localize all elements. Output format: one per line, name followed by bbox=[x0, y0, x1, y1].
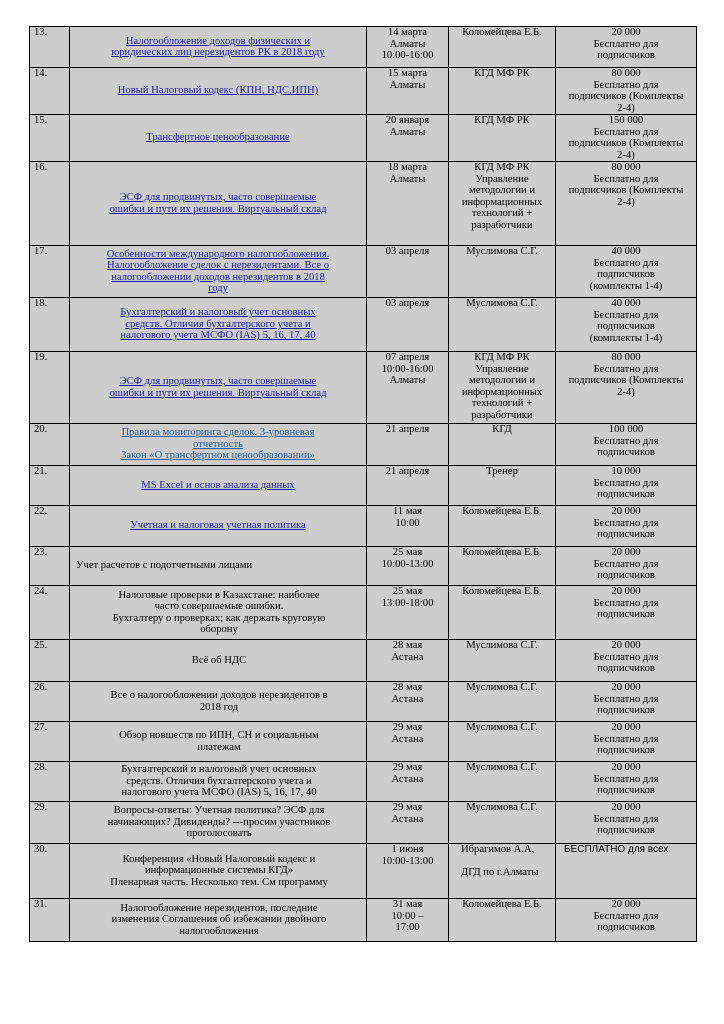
table-row bbox=[30, 115, 697, 162]
date-line: 18 марта bbox=[387, 162, 428, 173]
lecturer-line: КГД МФ РК bbox=[474, 68, 530, 79]
date-line: Алматы bbox=[389, 375, 426, 386]
row-number: 27. bbox=[30, 722, 70, 762]
price-line: подписчиков bbox=[597, 570, 655, 581]
seminar-title-link[interactable] bbox=[70, 506, 367, 547]
date-line: 20 января bbox=[385, 115, 430, 126]
price-line: подписчиков (Комплекты bbox=[568, 91, 684, 102]
seminar-title-line: Бухгалтеру о проверках; как держать круговую bbox=[112, 612, 326, 624]
row-number: 29. bbox=[30, 802, 70, 844]
seminar-link-line[interactable]: Налогообложение доходов физических и bbox=[125, 35, 311, 47]
date-line: 28 мая bbox=[392, 640, 423, 651]
date-line: 10:00 – bbox=[391, 910, 424, 922]
row-number: 21. bbox=[30, 466, 70, 506]
price-line: 2-4) bbox=[617, 149, 635, 161]
price-line: 2-4) bbox=[617, 196, 635, 208]
seminar-title-link[interactable] bbox=[70, 162, 367, 246]
seminar-title bbox=[70, 899, 367, 942]
price-line: 20 000 bbox=[611, 27, 641, 38]
date-line: 31 мая bbox=[392, 899, 423, 910]
seminar-lecturer bbox=[449, 586, 556, 640]
date-line: Алматы bbox=[389, 38, 426, 50]
seminar-title bbox=[70, 844, 367, 899]
seminar-link-line[interactable]: ошибки и пути их решения. Виртуальный склад bbox=[109, 387, 327, 399]
lecturer-line: Коломейцева Е.Б. bbox=[462, 586, 542, 597]
seminar-lecturer bbox=[449, 844, 556, 899]
price-line: 100 000 bbox=[608, 424, 644, 435]
seminar-title-line: начинающих? Дивиденды? ---просим участников bbox=[107, 816, 331, 828]
date-line: Алматы bbox=[389, 79, 426, 91]
seminar-title-link[interactable] bbox=[70, 466, 367, 506]
lecturer-line: Муслимова С.Г. bbox=[466, 802, 538, 813]
lecturer-line: КГД МФ РК bbox=[474, 352, 530, 363]
date-line: 10:00 bbox=[395, 517, 420, 529]
price-line: 80 000 bbox=[611, 162, 641, 173]
row-number: 23. bbox=[30, 547, 70, 586]
seminar-link-line[interactable]: юридических лиц нерезидентов РК в 2018 году bbox=[111, 47, 325, 58]
seminar-date bbox=[367, 682, 449, 722]
date-line: 29 мая bbox=[392, 722, 423, 733]
price-line: Бесплатно для bbox=[593, 173, 659, 185]
date-line: Астана bbox=[391, 733, 424, 745]
price-line: 20 000 bbox=[611, 682, 641, 693]
seminar-title-line: Налоговые проверки в Казахстане: наиболее bbox=[118, 589, 320, 601]
table-row bbox=[30, 298, 697, 352]
lecturer-line: КГД МФ РК bbox=[474, 162, 530, 173]
seminar-title-line: 2018 год bbox=[199, 701, 239, 713]
seminar-link-line[interactable]: средств. Отличия бухгалтерского учета и bbox=[125, 318, 311, 330]
row-number: 31. bbox=[30, 899, 70, 942]
seminar-link-line[interactable]: отчетность bbox=[193, 438, 243, 450]
seminar-price bbox=[556, 68, 697, 115]
lecturer-line: разработчики bbox=[471, 409, 533, 421]
date-line: 10:00-13:00 bbox=[381, 558, 434, 570]
seminar-date bbox=[367, 246, 449, 298]
seminar-title bbox=[70, 682, 367, 722]
lecturer-line: методологии и bbox=[468, 185, 536, 196]
seminar-date bbox=[367, 722, 449, 762]
row-number: 14. bbox=[30, 68, 70, 115]
date-line: 13:00-18:00 bbox=[381, 597, 434, 609]
price-line: подписчиков (Комплекты bbox=[568, 375, 684, 386]
seminar-link-line[interactable]: Учетная и налоговая учетная политика bbox=[130, 520, 306, 532]
date-line: Астана bbox=[391, 693, 424, 705]
table-row bbox=[30, 246, 697, 298]
seminar-title-link[interactable] bbox=[70, 27, 367, 68]
seminar-lecturer bbox=[449, 27, 556, 68]
seminar-price bbox=[556, 844, 697, 899]
table-row bbox=[30, 899, 697, 942]
seminar-price bbox=[556, 899, 697, 942]
price-line: подписчиков bbox=[597, 663, 655, 674]
seminar-schedule-table bbox=[29, 26, 697, 942]
seminar-title-link[interactable] bbox=[70, 298, 367, 352]
seminar-price bbox=[556, 424, 697, 466]
lecturer-line: Коломейцева Е.Б. bbox=[462, 547, 542, 558]
price-line: Бесплатно для bbox=[593, 693, 659, 705]
seminar-title-line: Все о налогообложении доходов нерезидентов в bbox=[110, 690, 328, 701]
seminar-lecturer bbox=[449, 424, 556, 466]
table-row bbox=[30, 640, 697, 682]
date-line: 29 мая bbox=[392, 802, 423, 813]
price-line: 10 000 bbox=[611, 466, 641, 477]
seminar-title-line: Всё об НДС bbox=[191, 654, 247, 666]
table-row bbox=[30, 506, 697, 547]
price-line: подписчиков bbox=[597, 609, 655, 620]
date-line: 10:00-16:00 bbox=[381, 363, 434, 375]
seminar-link-line[interactable]: Правила мониторинга сделок. 3-уровневая bbox=[121, 427, 315, 439]
schedule-rows bbox=[30, 27, 697, 942]
price-line: подписчиков bbox=[597, 489, 655, 500]
seminar-title bbox=[70, 640, 367, 682]
date-line: 15 марта bbox=[387, 68, 428, 79]
row-number: 13. bbox=[30, 27, 70, 68]
seminar-price bbox=[556, 547, 697, 586]
seminar-price bbox=[556, 298, 697, 352]
seminar-link-line[interactable]: Бухгалтерский и налоговый учет основных bbox=[120, 307, 316, 319]
lecturer-line: технологий + bbox=[471, 208, 533, 219]
price-line: Бесплатно для bbox=[593, 477, 659, 489]
price-line: подписчиков bbox=[597, 825, 655, 836]
price-line: 20 000 bbox=[611, 722, 641, 733]
seminar-title-link[interactable] bbox=[70, 68, 367, 115]
price-line: Бесплатно для bbox=[593, 257, 659, 269]
lecturer-line: Муслимова С.Г. bbox=[466, 682, 538, 693]
date-line: Астана bbox=[391, 651, 424, 663]
date-line: 10:00-13:00 bbox=[381, 855, 434, 867]
price-line: подписчиков bbox=[597, 321, 655, 332]
seminar-date bbox=[367, 162, 449, 246]
price-line: БЕСПЛАТНО для всех bbox=[564, 844, 669, 855]
seminar-lecturer bbox=[449, 115, 556, 162]
price-line: подписчиков (Комплекты bbox=[568, 138, 684, 149]
date-line: 29 мая bbox=[392, 762, 423, 773]
seminar-title-line: Учет расчетов с подотчетными лицами bbox=[76, 560, 253, 572]
seminar-price bbox=[556, 762, 697, 802]
seminar-price bbox=[556, 682, 697, 722]
price-line: Бесплатно для bbox=[593, 773, 659, 785]
seminar-date bbox=[367, 298, 449, 352]
seminar-date bbox=[367, 352, 449, 424]
seminar-title-line: налогового учета МСФО (IAS) 5, 16, 17, 40 bbox=[121, 787, 317, 799]
price-line: 20 000 bbox=[611, 762, 641, 773]
lecturer-line: методологии и bbox=[468, 375, 536, 386]
seminar-lecturer bbox=[449, 506, 556, 547]
seminar-price bbox=[556, 162, 697, 246]
seminar-lecturer bbox=[449, 246, 556, 298]
price-line: 20 000 bbox=[611, 640, 641, 651]
seminar-title-line: Налогообложение нерезидентов, последние bbox=[120, 902, 318, 914]
lecturer-line: Ибрагимов А.А, bbox=[461, 844, 535, 855]
price-line: 20 000 bbox=[611, 899, 641, 910]
lecturer-line: Управление bbox=[475, 363, 529, 375]
price-line: 20 000 bbox=[611, 586, 641, 597]
seminar-title-link[interactable] bbox=[70, 246, 367, 298]
price-line: Бесплатно для bbox=[593, 651, 659, 663]
seminar-price bbox=[556, 27, 697, 68]
table-row bbox=[30, 762, 697, 802]
price-line: 20 000 bbox=[611, 547, 641, 558]
price-line: Бесплатно для bbox=[593, 597, 659, 609]
lecturer-line: Тренер bbox=[486, 466, 518, 477]
price-line: (комплекты 1-4) bbox=[589, 332, 663, 344]
price-line: подписчиков bbox=[597, 922, 655, 933]
seminar-date bbox=[367, 547, 449, 586]
date-line: 25 мая bbox=[392, 586, 423, 597]
table-row bbox=[30, 586, 697, 640]
seminar-link-line[interactable]: ошибки и пути их решения. Виртуальный склад bbox=[109, 203, 327, 215]
row-number: 20. bbox=[30, 424, 70, 466]
seminar-date bbox=[367, 802, 449, 844]
date-line: 10:00-16:00 bbox=[381, 50, 434, 61]
seminar-title-line: изменения Соглашения об избежании двойного bbox=[111, 914, 327, 926]
seminar-date bbox=[367, 466, 449, 506]
lecturer-line: КГД МФ РК bbox=[474, 115, 530, 126]
seminar-title-line: Вопросы-ответы: Учетная политика? ЭСФ для bbox=[113, 805, 325, 817]
price-line: Бесплатно для bbox=[593, 309, 659, 321]
price-line: подписчиков bbox=[597, 529, 655, 540]
row-number: 22. bbox=[30, 506, 70, 547]
seminar-title-line: платежам bbox=[197, 741, 241, 753]
lecturer-line: Муслимова С.Г. bbox=[466, 722, 538, 733]
row-number: 24. bbox=[30, 586, 70, 640]
seminar-title-link[interactable] bbox=[70, 115, 367, 162]
date-line: 07 апреля bbox=[385, 352, 430, 363]
seminar-date bbox=[367, 844, 449, 899]
row-number: 17. bbox=[30, 246, 70, 298]
price-line: Бесплатно для bbox=[593, 517, 659, 529]
seminar-lecturer bbox=[449, 762, 556, 802]
lecturer-line: КГД bbox=[492, 424, 512, 435]
price-line: Бесплатно для bbox=[593, 558, 659, 570]
seminar-date bbox=[367, 899, 449, 942]
seminar-link-line[interactable]: Новый Налоговый кодекс (КПН, НДС,ИПН) bbox=[117, 85, 319, 97]
seminar-title-line: проголосовать bbox=[186, 828, 252, 840]
seminar-title-line: оборону bbox=[200, 624, 238, 635]
seminar-lecturer bbox=[449, 162, 556, 246]
seminar-title-line: Обзор новшеств по ИПН, СН и социальным bbox=[119, 730, 319, 741]
price-line: 2-4) bbox=[617, 102, 635, 114]
date-line: 03 апреля bbox=[385, 298, 430, 309]
date-line: 17:00 bbox=[395, 922, 420, 933]
seminar-link-line[interactable]: налогообложении доходов нерезидентов в 2018 bbox=[111, 271, 325, 283]
price-line: (комплекты 1-4) bbox=[589, 280, 663, 292]
seminar-title-line: налогообложения bbox=[179, 925, 259, 937]
table-row bbox=[30, 547, 697, 586]
price-line: Бесплатно для bbox=[593, 126, 659, 138]
lecturer-line: разработчики bbox=[471, 219, 533, 231]
row-number: 18. bbox=[30, 298, 70, 352]
table-row bbox=[30, 27, 697, 68]
table-row bbox=[30, 722, 697, 762]
price-line: подписчиков bbox=[597, 785, 655, 796]
date-line: 28 мая bbox=[392, 682, 423, 693]
price-line: Бесплатно для bbox=[593, 733, 659, 745]
seminar-price bbox=[556, 115, 697, 162]
price-line: Бесплатно для bbox=[593, 79, 659, 91]
row-number: 15. bbox=[30, 115, 70, 162]
price-line: Бесплатно для bbox=[593, 813, 659, 825]
date-line: 1 июня bbox=[391, 844, 424, 855]
seminar-price bbox=[556, 466, 697, 506]
seminar-title-link[interactable] bbox=[70, 352, 367, 424]
date-line: Алматы bbox=[389, 173, 426, 185]
seminar-title bbox=[70, 762, 367, 802]
seminar-link-line[interactable]: ЭСФ для продвинутых, часто совершаемые bbox=[119, 376, 317, 387]
seminar-price bbox=[556, 586, 697, 640]
lecturer-line: технологий + bbox=[471, 398, 533, 409]
row-number: 28. bbox=[30, 762, 70, 802]
seminar-date bbox=[367, 506, 449, 547]
table-row bbox=[30, 466, 697, 506]
lecturer-line: Муслимова С.Г. bbox=[466, 298, 538, 309]
seminar-title-line: информационные системы КГД» bbox=[144, 865, 294, 877]
table-row bbox=[30, 352, 697, 424]
date-line: 25 мая bbox=[392, 547, 423, 558]
lecturer-line: Коломейцева Е.Б. bbox=[462, 27, 542, 38]
price-line: 20 000 bbox=[611, 506, 641, 517]
price-line: подписчиков bbox=[597, 269, 655, 280]
lecturer-line: Муслимова С.Г. bbox=[466, 246, 538, 257]
lecturer-line: Коломейцева Е.Б. bbox=[462, 506, 542, 517]
seminar-lecturer bbox=[449, 722, 556, 762]
row-number: 26. bbox=[30, 682, 70, 722]
seminar-title-line: Пленарная часть. Несколько тем. См программу bbox=[110, 876, 328, 888]
price-line: Бесплатно для bbox=[593, 910, 659, 922]
lecturer-line: Управление bbox=[475, 173, 529, 185]
seminar-lecturer bbox=[449, 298, 556, 352]
row-number: 19. bbox=[30, 352, 70, 424]
lecturer-line: информационных bbox=[461, 386, 543, 398]
price-line: 80 000 bbox=[611, 68, 641, 79]
seminar-link-line[interactable]: Налогообложение сделок с нерезидентами. Все о bbox=[106, 260, 330, 271]
seminar-date bbox=[367, 115, 449, 162]
seminar-title bbox=[70, 802, 367, 844]
seminar-price bbox=[556, 802, 697, 844]
seminar-link-line[interactable]: Особенности международного налогообложения. bbox=[106, 248, 330, 260]
seminar-lecturer bbox=[449, 68, 556, 115]
seminar-price bbox=[556, 352, 697, 424]
table-row bbox=[30, 162, 697, 246]
date-line: 03 апреля bbox=[385, 246, 430, 257]
seminar-title bbox=[70, 722, 367, 762]
price-line: 150 000 bbox=[608, 115, 644, 126]
lecturer-line: Муслимова С.Г. bbox=[466, 762, 538, 773]
seminar-title bbox=[70, 586, 367, 640]
seminar-link-line[interactable]: Закон «О трансфертном ценообразовании» bbox=[121, 450, 315, 462]
table-row bbox=[30, 844, 697, 899]
price-line: подписчиков bbox=[597, 745, 655, 756]
seminar-link-line[interactable]: MS Excel и основ анализа данных bbox=[141, 479, 295, 491]
seminar-lecturer bbox=[449, 899, 556, 942]
table-row bbox=[30, 68, 697, 115]
seminar-lecturer bbox=[449, 682, 556, 722]
date-line: 14 марта bbox=[387, 27, 428, 38]
seminar-title-link[interactable] bbox=[70, 424, 367, 466]
seminar-date bbox=[367, 424, 449, 466]
seminar-price bbox=[556, 246, 697, 298]
seminar-link-line[interactable]: Трансфертное ценообразование bbox=[146, 132, 290, 144]
date-line: 21 апреля bbox=[385, 466, 430, 477]
price-line: 80 000 bbox=[611, 352, 641, 363]
price-line: Бесплатно для bbox=[593, 435, 659, 447]
date-line: Астана bbox=[391, 773, 424, 785]
seminar-lecturer bbox=[449, 352, 556, 424]
price-line: 20 000 bbox=[611, 802, 641, 813]
seminar-price bbox=[556, 722, 697, 762]
row-number: 16. bbox=[30, 162, 70, 246]
seminar-title-line: средств. Отличия бухгалтерского учета и bbox=[126, 775, 312, 787]
lecturer-line: ДГД по г.Алматы bbox=[461, 866, 539, 878]
lecturer-line bbox=[461, 856, 553, 867]
lecturer-line: информационных bbox=[461, 196, 543, 208]
seminar-price bbox=[556, 506, 697, 547]
seminar-lecturer bbox=[449, 547, 556, 586]
date-line: 21 апреля bbox=[385, 424, 430, 435]
seminar-date bbox=[367, 640, 449, 682]
date-line: Алматы bbox=[389, 126, 426, 138]
seminar-lecturer bbox=[449, 640, 556, 682]
seminar-title-line: часто совершаемые ошибки. bbox=[154, 601, 284, 612]
seminar-link-line[interactable]: ЭСФ для продвинутых, часто совершаемые bbox=[119, 192, 317, 203]
price-line: подписчиков bbox=[597, 50, 655, 61]
table-row bbox=[30, 802, 697, 844]
seminar-date bbox=[367, 586, 449, 640]
seminar-date bbox=[367, 762, 449, 802]
date-line: 11 мая bbox=[392, 506, 423, 517]
seminar-date bbox=[367, 27, 449, 68]
seminar-date bbox=[367, 68, 449, 115]
row-number: 30. bbox=[30, 844, 70, 899]
seminar-price bbox=[556, 640, 697, 682]
seminar-link-line[interactable]: налогового учета МСФО (IAS) 5, 16, 17, 40 bbox=[120, 330, 316, 342]
seminar-title bbox=[70, 547, 367, 586]
lecturer-line: Коломейцева Е.Б. bbox=[462, 899, 542, 910]
price-line: Бесплатно для bbox=[593, 363, 659, 375]
row-number: 25. bbox=[30, 640, 70, 682]
price-line: 40 000 bbox=[611, 298, 641, 309]
price-line: 2-4) bbox=[617, 386, 635, 398]
price-line: Бесплатно для bbox=[593, 38, 659, 50]
seminar-title-line: Бухгалтерский и налоговый учет основных bbox=[121, 764, 317, 776]
seminar-title-line: Конференция «Новый Налоговый кодекс и bbox=[122, 853, 316, 865]
seminar-link-line[interactable]: году bbox=[208, 283, 228, 294]
lecturer-line: Муслимова С.Г. bbox=[466, 640, 538, 651]
seminar-lecturer bbox=[449, 466, 556, 506]
table-row bbox=[30, 424, 697, 466]
price-line: 40 000 bbox=[611, 246, 641, 257]
table-row bbox=[30, 682, 697, 722]
price-line: подписчиков (Комплекты bbox=[568, 185, 684, 196]
price-line: подписчиков bbox=[597, 447, 655, 458]
price-line: подписчиков bbox=[597, 705, 655, 716]
seminar-lecturer bbox=[449, 802, 556, 844]
date-line: Астана bbox=[391, 813, 424, 825]
